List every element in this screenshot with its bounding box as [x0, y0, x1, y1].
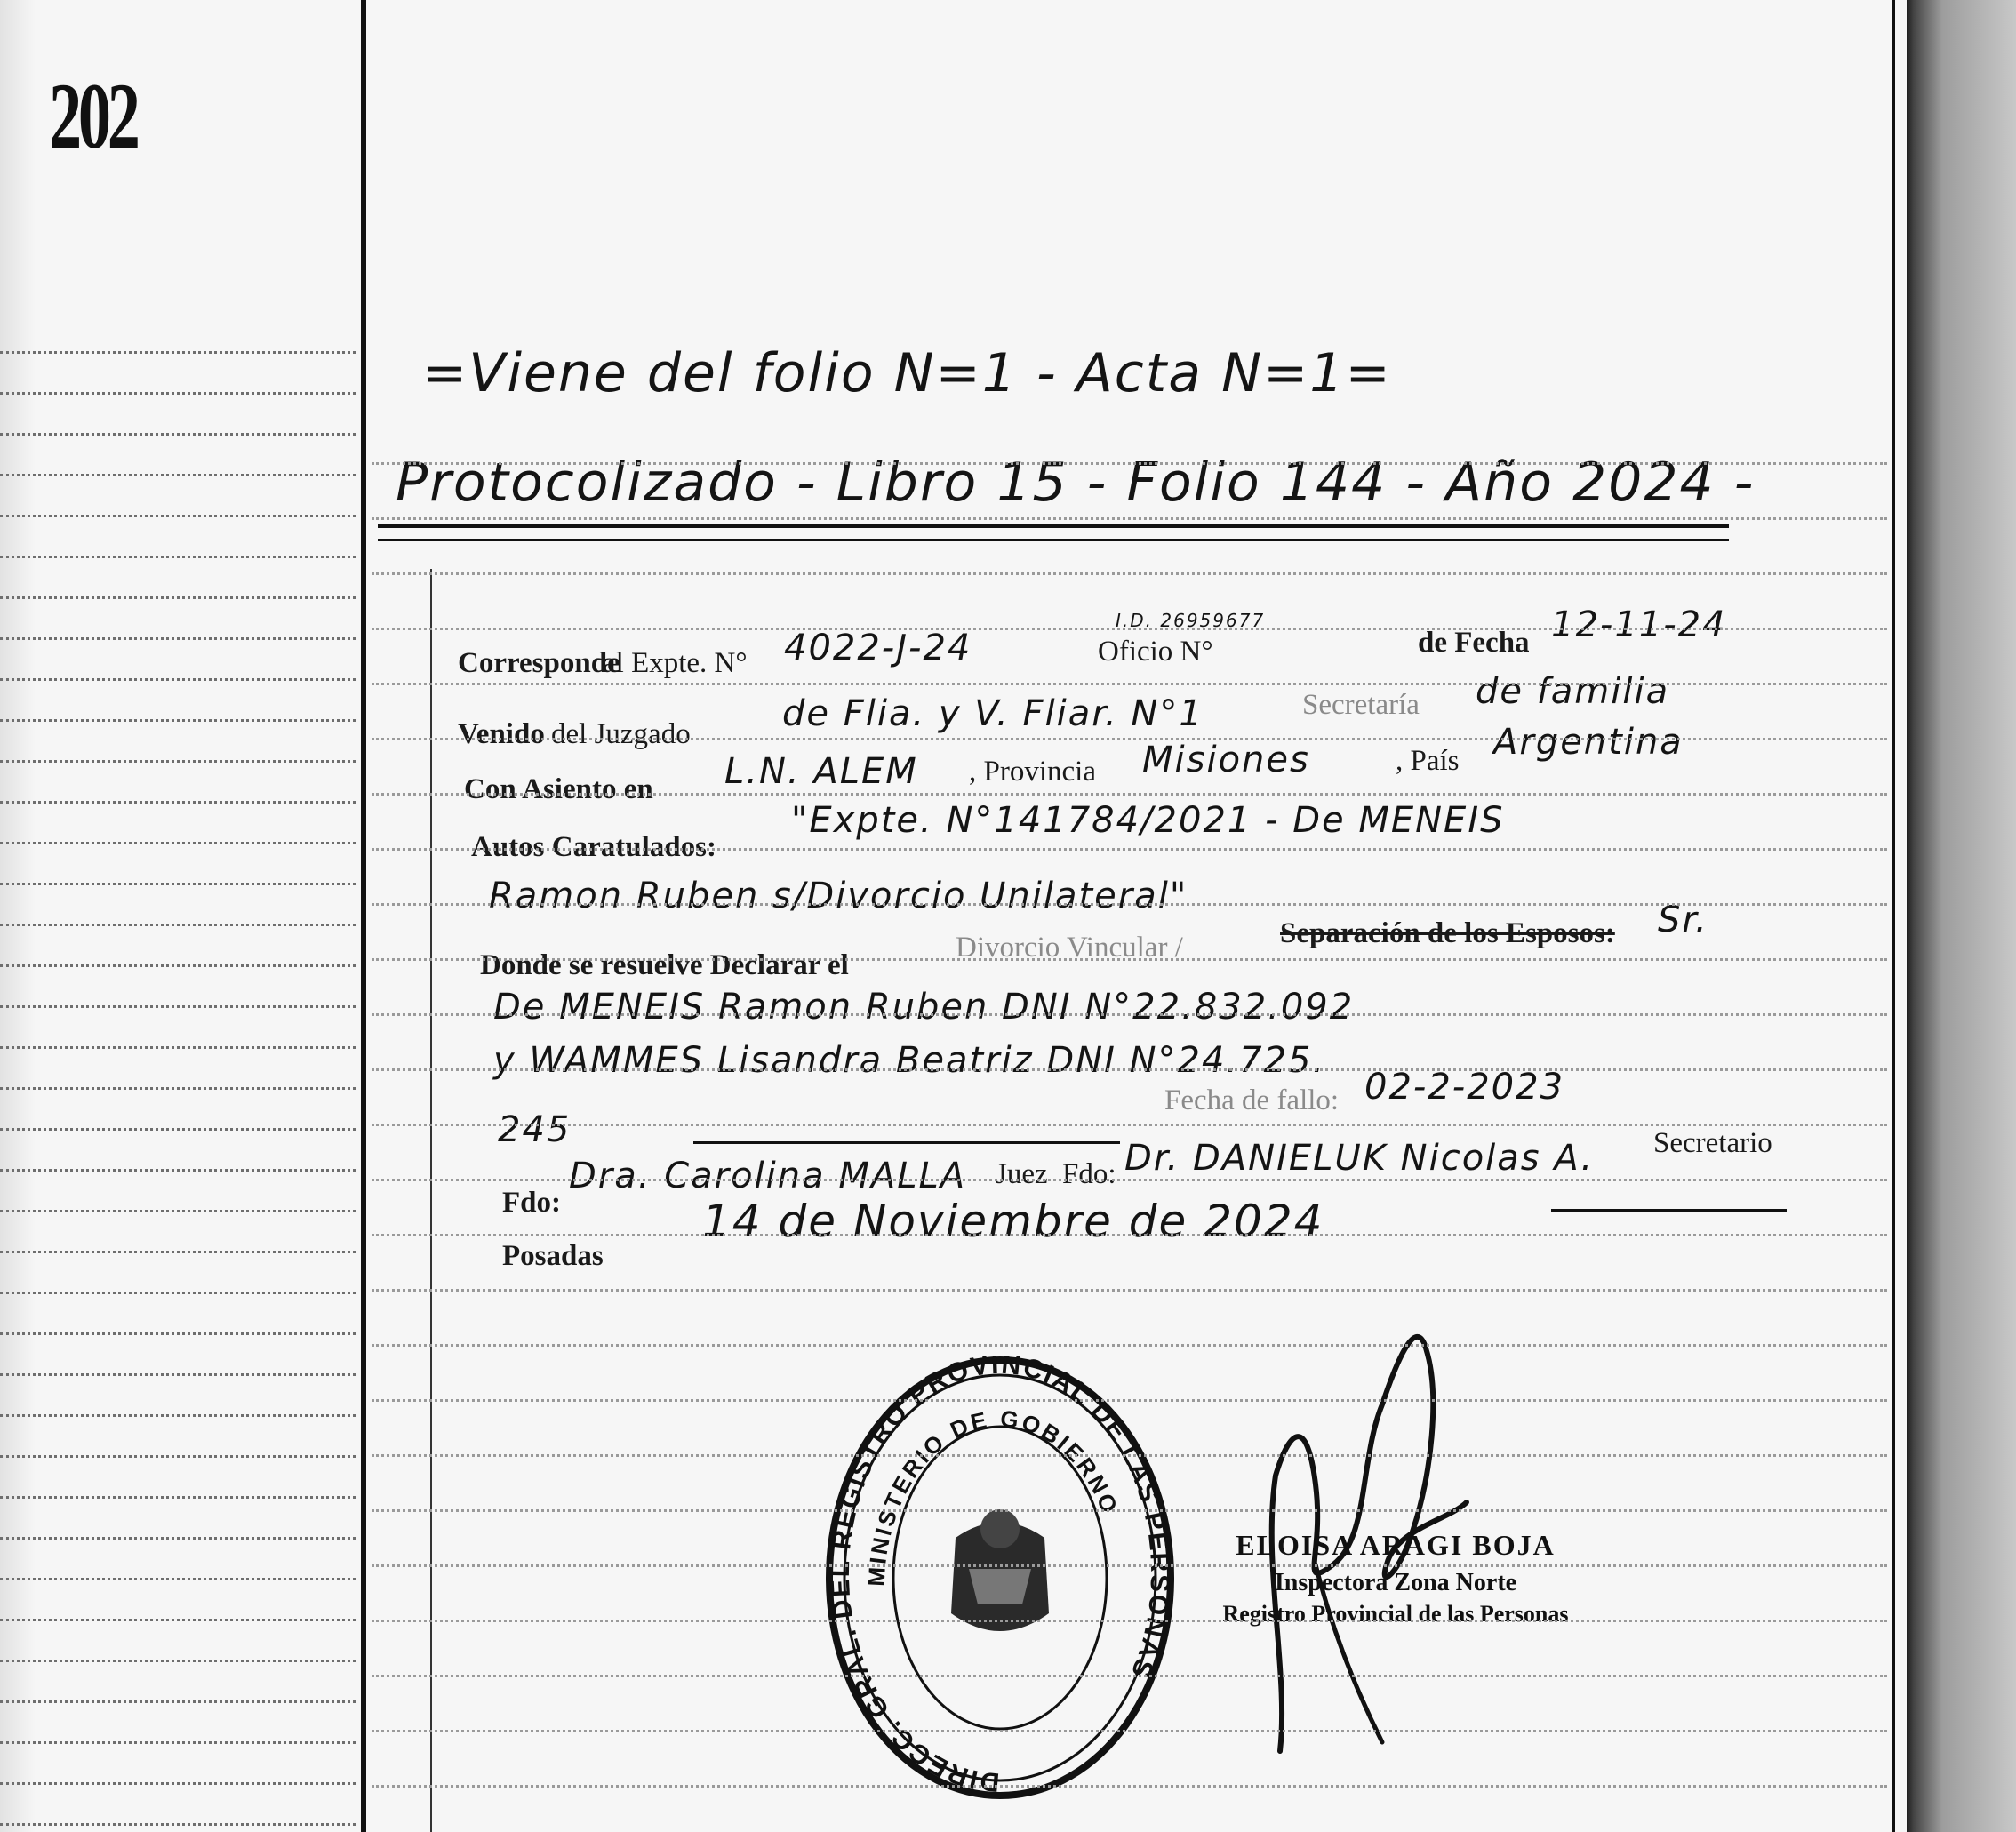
ruled-line: [372, 1344, 1887, 1347]
ruled-line: [372, 1234, 1887, 1236]
ruled-line: [0, 1414, 356, 1417]
dni-continuation: 245: [498, 1109, 572, 1150]
page-edge-shadow: [1907, 0, 2016, 1832]
fecha-label: de Fecha: [1418, 627, 1530, 659]
ruled-line: [372, 1509, 1887, 1512]
ruled-line: [0, 515, 356, 517]
ruled-line: [372, 1675, 1887, 1677]
ruled-line: [0, 1660, 356, 1662]
seal-inner-text: MINISTERIO DE GOBIERNO: [862, 1404, 1124, 1588]
autos-value-2: Ramon Ruben s/Divorcio Unilateral": [489, 876, 1188, 916]
corresponde-label-bold: Corresponde: [458, 647, 620, 679]
ruled-line: [0, 1782, 356, 1785]
posadas-label: Posadas: [502, 1240, 604, 1272]
ruled-line: [0, 1496, 356, 1499]
ruled-line: [0, 1128, 356, 1131]
ruled-line: [0, 1741, 356, 1744]
ruled-line: [372, 793, 1887, 796]
ruled-line: [0, 1823, 356, 1826]
ruled-line: [0, 637, 356, 640]
ruled-line: [0, 719, 356, 722]
ruled-line: [372, 903, 1887, 906]
asiento-value: L.N. ALEM: [724, 751, 918, 792]
ruled-line: [372, 1399, 1887, 1402]
ruled-line: [372, 1013, 1887, 1016]
fdo-label: Fdo:: [502, 1187, 561, 1219]
ruled-line: [0, 1578, 356, 1580]
corresponde-label: al Expte. N°: [603, 647, 748, 679]
ruled-line: [0, 1169, 356, 1172]
secretario-name: Dr. DANIELUK Nicolas A.: [1124, 1138, 1595, 1179]
ruled-line: [0, 801, 356, 804]
ruled-line: [0, 474, 356, 476]
provincia-label: , Provincia: [969, 756, 1096, 788]
separacion-label: Separación de los Esposos:: [1280, 917, 1615, 949]
ruled-line: [372, 572, 1887, 575]
secretaria-value: de familia: [1476, 671, 1670, 712]
ruled-line: [372, 1620, 1887, 1622]
inspector-role: Inspectora Zona Norte: [1274, 1569, 1517, 1596]
ruled-line: [0, 883, 356, 885]
ruled-line: [372, 1289, 1887, 1292]
registry-seal: [822, 1356, 1178, 1800]
juez-name: Dra. Carolina MALLA: [569, 1156, 967, 1196]
ruled-line: [0, 392, 356, 395]
header-line-1: =Viene del folio N=1 - Acta N=1=: [422, 342, 1392, 404]
id-number: I.D. 26959677: [1116, 610, 1266, 631]
ruled-line: [0, 1373, 356, 1376]
ruled-line: [0, 1005, 356, 1008]
spouse-2: y WAMMES Lisandra Beatriz DNI N°24.725.: [493, 1040, 1326, 1081]
pais-label: , País: [1396, 745, 1460, 777]
ruled-line: [372, 1124, 1887, 1126]
ruled-line: [372, 848, 1887, 851]
autos-value-1: "Expte. N°141784/2021 - De MENEIS: [791, 800, 1505, 841]
donde-label: Donde se resuelve Declarar el: [480, 949, 849, 981]
ruled-line: [372, 628, 1887, 630]
header-line-2: Protocolizado - Libro 15 - Folio 144 - Año 2024 -: [396, 452, 1756, 514]
ruled-line: [372, 1564, 1887, 1567]
pais-value: Argentina: [1493, 722, 1684, 763]
venido-label-bold: Venido: [458, 718, 545, 750]
fallo-value: 02-2-2023: [1364, 1067, 1565, 1108]
inner-margin-rule: [430, 569, 432, 1832]
oficio-label: Oficio N°: [1098, 636, 1213, 668]
esposos-value: Sr.: [1658, 900, 1708, 940]
inspector-stamp: [1204, 1529, 1587, 1628]
ruled-line: [0, 1619, 356, 1621]
fecha-value: 12-11-24: [1551, 604, 1727, 645]
ruled-line: [0, 1537, 356, 1540]
ruled-line: [0, 433, 356, 436]
ruled-line: [372, 462, 1887, 465]
autos-label: Autos Caratulados:: [471, 831, 716, 863]
coat-of-arms-icon: [951, 1509, 1049, 1631]
ruled-line: [372, 1454, 1887, 1457]
secretaria-label: Secretaría: [1302, 689, 1420, 721]
secretario-label: Secretario: [1653, 1127, 1772, 1159]
fallo-label: Fecha de fallo:: [1164, 1084, 1340, 1116]
ruled-line: [0, 1087, 356, 1090]
ruled-line: [0, 1210, 356, 1212]
ruled-line: [0, 842, 356, 844]
inspector-name: ELOISA ARAGI BOJA: [1236, 1529, 1556, 1561]
ruled-line: [0, 1455, 356, 1458]
ruled-line: [0, 351, 356, 354]
fdo2-label: Fdo:: [1062, 1158, 1116, 1190]
seal-outer-text: DIRECC. GRAL. DEL REGISTRO PROVINCIAL DE LAS PERSONAS: [825, 1356, 1175, 1797]
ruled-line: [372, 738, 1887, 740]
ruled-line: [0, 1700, 356, 1703]
header-double-underline: [378, 524, 1729, 528]
header-double-underline-2: [378, 539, 1729, 541]
ruled-line: [0, 964, 356, 967]
ruled-line: [372, 1730, 1887, 1732]
ruled-line: [372, 1785, 1887, 1788]
ruled-line: [372, 1068, 1887, 1071]
ruled-line: [372, 1179, 1887, 1181]
ruled-line: [372, 683, 1887, 685]
ruled-line: [0, 556, 356, 558]
ruled-line: [0, 596, 356, 599]
ruled-line: [372, 958, 1887, 961]
expediente-number: 4022-J-24: [784, 628, 972, 668]
posadas-date: 14 de Noviembre de 2024: [702, 1196, 1324, 1247]
margin-rule: [361, 0, 366, 1832]
ruled-line: [372, 517, 1887, 520]
ruled-line: [0, 924, 356, 926]
date-fill-line: [1551, 1209, 1787, 1212]
ruled-line: [0, 1251, 356, 1253]
venido-label: del Juzgado: [551, 718, 691, 750]
ruled-line: [0, 678, 356, 681]
juzgado-value: de Flia. y V. Fliar. N°1: [782, 693, 1204, 734]
ruled-line: [0, 1292, 356, 1294]
spouse-1: De MENEIS Ramon Ruben DNI N°22.832.092: [493, 987, 1355, 1028]
juez-label: Juez: [996, 1158, 1048, 1190]
ruled-line: [0, 1046, 356, 1049]
ruled-line: [0, 1332, 356, 1335]
fill-line: [693, 1141, 1120, 1144]
provincia-value: Misiones: [1142, 740, 1310, 780]
page-edge-rule: [1892, 0, 1895, 1832]
folio-number: 202: [49, 64, 137, 168]
divorcio-label: Divorcio Vincular /: [956, 932, 1183, 964]
ruled-line: [0, 760, 356, 763]
inspector-organization: Registro Provincial de las Personas: [1222, 1601, 1569, 1627]
asiento-label: Con Asiento en: [464, 773, 653, 805]
